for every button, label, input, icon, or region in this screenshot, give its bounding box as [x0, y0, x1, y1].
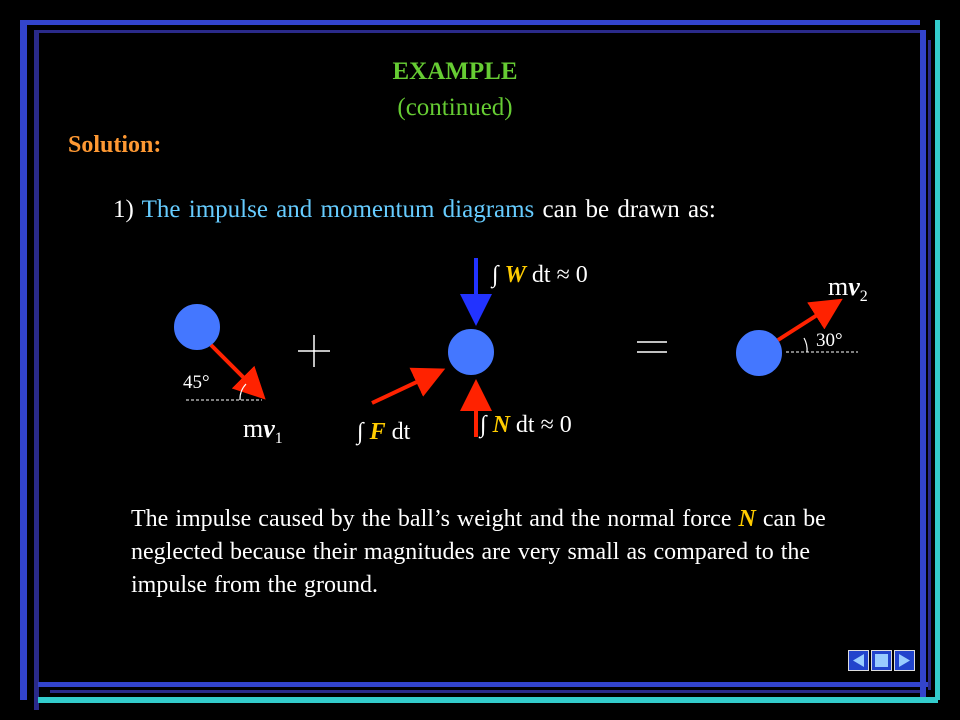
normal-force-symbol: N — [738, 506, 756, 532]
nav-prev-button[interactable] — [848, 650, 869, 671]
nav-home-button[interactable] — [871, 650, 892, 671]
normal-impulse-label: ∫ N dt ≈ 0 — [480, 412, 572, 438]
friction-impulse-label: ∫ F dt — [357, 419, 411, 445]
momentum-v1-label: $mv_1$ — [243, 414, 283, 448]
slide-title: EXAMPLE — [392, 58, 518, 85]
slide-subtitle: (continued) — [397, 94, 513, 121]
step-highlight: The impulse and momentum diagrams — [141, 196, 535, 223]
solution-label: Solution: — [68, 132, 162, 158]
angle-45-label: 45° — [183, 372, 210, 393]
nav-next-icon — [895, 651, 914, 670]
step-number: 1) — [113, 196, 134, 223]
angle-arc-45 — [240, 384, 246, 400]
step-rest: can be drawn as: — [542, 196, 716, 223]
ball-final — [735, 329, 783, 377]
momentum-v1-arrow — [211, 345, 260, 394]
nav-prev-icon — [849, 651, 868, 670]
nav-home-icon — [872, 651, 891, 670]
angle-30-label: 30° — [816, 330, 843, 351]
nav-next-button[interactable] — [894, 650, 915, 671]
ball-impulse — [447, 328, 495, 376]
friction-arrow — [372, 372, 438, 403]
ball-initial — [173, 303, 221, 351]
momentum-v2-label: $mv_2$ — [828, 272, 868, 306]
angle-arc-30 — [804, 338, 807, 352]
explanation-paragraph: The impulse caused by the ball’s weight and the normal force N can be neglected because their magnitudes are very small as compared to the impulse from the ground. — [131, 506, 826, 598]
weight-impulse-label: ∫ W dt ≈ 0 — [492, 262, 588, 288]
